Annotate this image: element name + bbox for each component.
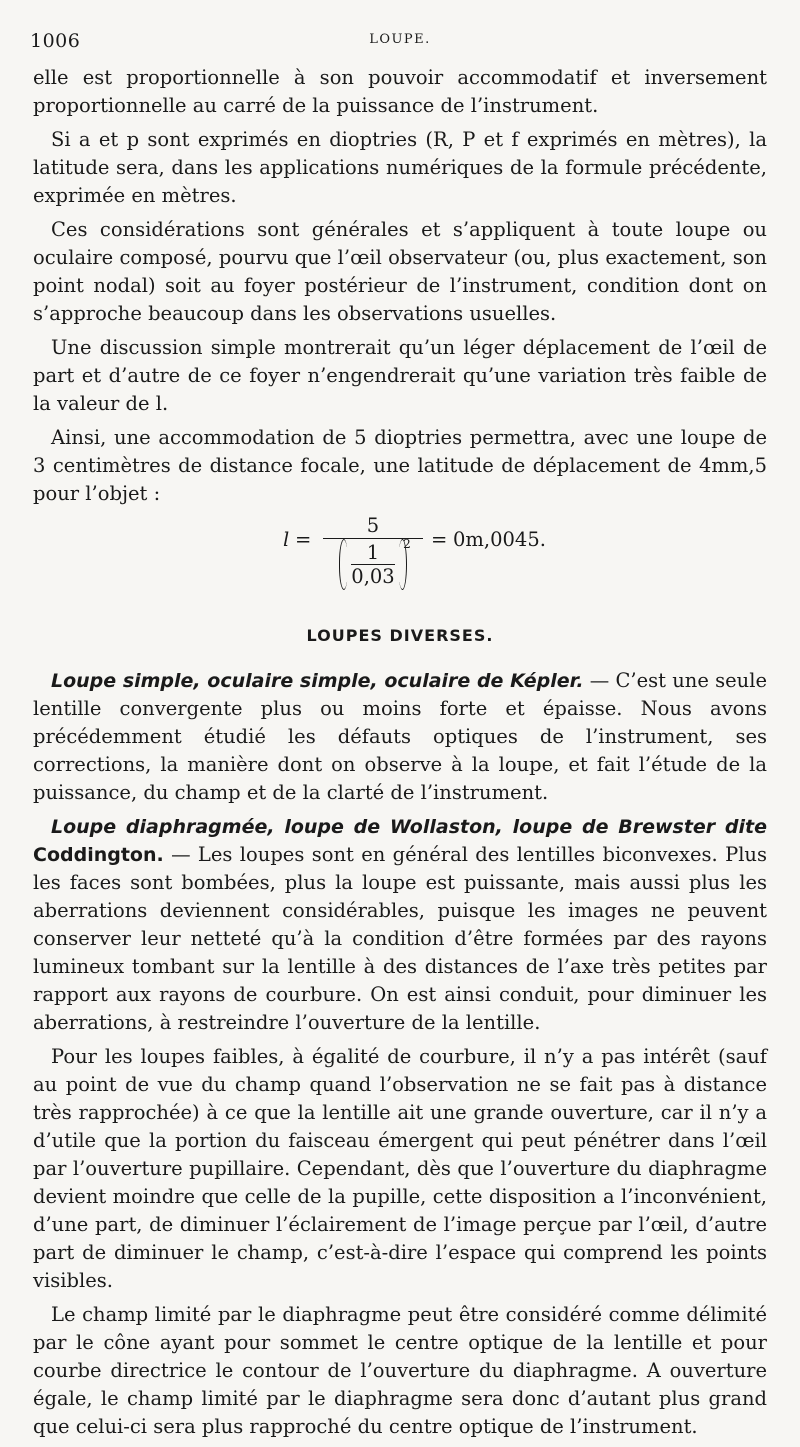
formula-lhs: l <box>283 528 290 551</box>
paragraph: Ces considérations sont générales et s’appliquent à toute loupe ou oculaire composé, pourvu que l’œil observateur (ou, plus exactement, son point nodal) soit au foyer postérieur de l’instrument, condition dont on s’approche beaucoup dans les observations usuelles. <box>33 218 767 325</box>
body-text <box>33 64 767 1447</box>
formula-fraction <box>323 514 423 588</box>
section-title: LOUPES DIVERSES. <box>306 626 494 645</box>
page-header <box>30 28 770 52</box>
running-head: LOUPE. <box>369 32 431 47</box>
section-paragraph: Le champ limité par le diaphragme peut être considéré comme délimité par le cône ayant pour sommet le centre optique de la lentille et pour courbe directrice le contour de l’ouverture du diaphragme. A ouverture égale, le champ limité par le diaphragme sera donc d’autant plus grand que celui-ci sera plus rapproché du centre optique de l’instrument. <box>33 1303 767 1438</box>
formula <box>33 514 767 606</box>
formula-result: 0m,0045. <box>453 528 546 551</box>
paragraph: elle est proportionnelle à son pouvoir accommodatif et inversement proportionnelle au carré de la puissance de l’instrument. <box>33 66 767 117</box>
formula-parenthesis <box>339 537 411 588</box>
paragraph-text: — Les loupes sont en général des lentilles biconvexes. Plus les faces sont bombées, plus la loupe est puissante, mais aussi plus les aberrations deviennent considérables, puisque les images ne peuvent conserver leur netteté qu’à la condition d’être formées par des rayons lumineux tombant sur la lentille à des distances de l’axe très petites par rapport aux rayons de courbure. On est ainsi conduit, pour diminuer les aberrations, à restreindre l’ouverture de la lentille. <box>33 843 767 1034</box>
formula-exponent: 2 <box>403 537 411 551</box>
paragraph: Une discussion simple montrerait qu’un léger déplacement de l’œil de part et d’autre de ce foyer n’engendrerait qu’une variation très faible de la valeur de l. <box>33 336 767 415</box>
formula-inner-denominator: 0,03 <box>351 565 395 588</box>
page-number: 1006 <box>30 30 81 52</box>
section-paragraph <box>33 667 767 807</box>
paragraph-text: — C’est une seule lentille convergente plus ou moins forte et épaisse. Nous avons précédemment étudié les défauts optiques de l’instrument, ses corrections, la manière dont on observe à la loupe, et fait l’étude de la puissance, du champ et de la clarté de l’instrument. <box>33 669 767 804</box>
paragraph: Ainsi, une accommodation de 5 dioptries permettra, avec une loupe de 3 centimètres de distance focale, une latitude de déplacement de 4mm,5 pour l’objet : <box>33 426 767 505</box>
section-paragraph <box>33 813 767 1037</box>
paragraph-lead: Loupe simple, oculaire simple, oculaire de Képler. <box>51 670 584 692</box>
formula-numerator: 5 <box>366 514 380 537</box>
paragraph: Si a et p sont exprimés en dioptries (R, P et f exprimés en mètres), la latitude sera, dans les applications numériques de la formule précédente, exprimée en mètres. <box>33 128 767 207</box>
formula-equals-2: = <box>431 528 448 551</box>
paragraph-lead-upright: Coddington. <box>33 844 164 866</box>
formula-equals: = <box>295 528 312 551</box>
paragraph-lead: Loupe diaphragmée, loupe de Wollaston, loupe de Brewster dite <box>51 816 767 838</box>
section-paragraph: Pour les loupes faibles, à égalité de courbure, il n’y a pas intérêt (sauf au point de vue du champ quand l’observation ne se fait pas à distance très rapprochée) à ce que la lentille ait une grande ouverture, car il n’y a d’utile que la portion du faisceau émergent qui peut pénétrer dans l’œil par l’ouverture pupillaire. Cependant, dès que l’ouverture du diaphragme devient moindre que celle de la pupille, cette disposition a l’inconvénient, d’une part, de diminuer l’éclairement de l’image perçue par l’œil, d’autre part de diminuer le champ, c’est-à-dire l’espace qui comprend les points visibles. <box>33 1045 767 1292</box>
formula-inner-numerator: 1 <box>366 541 380 564</box>
